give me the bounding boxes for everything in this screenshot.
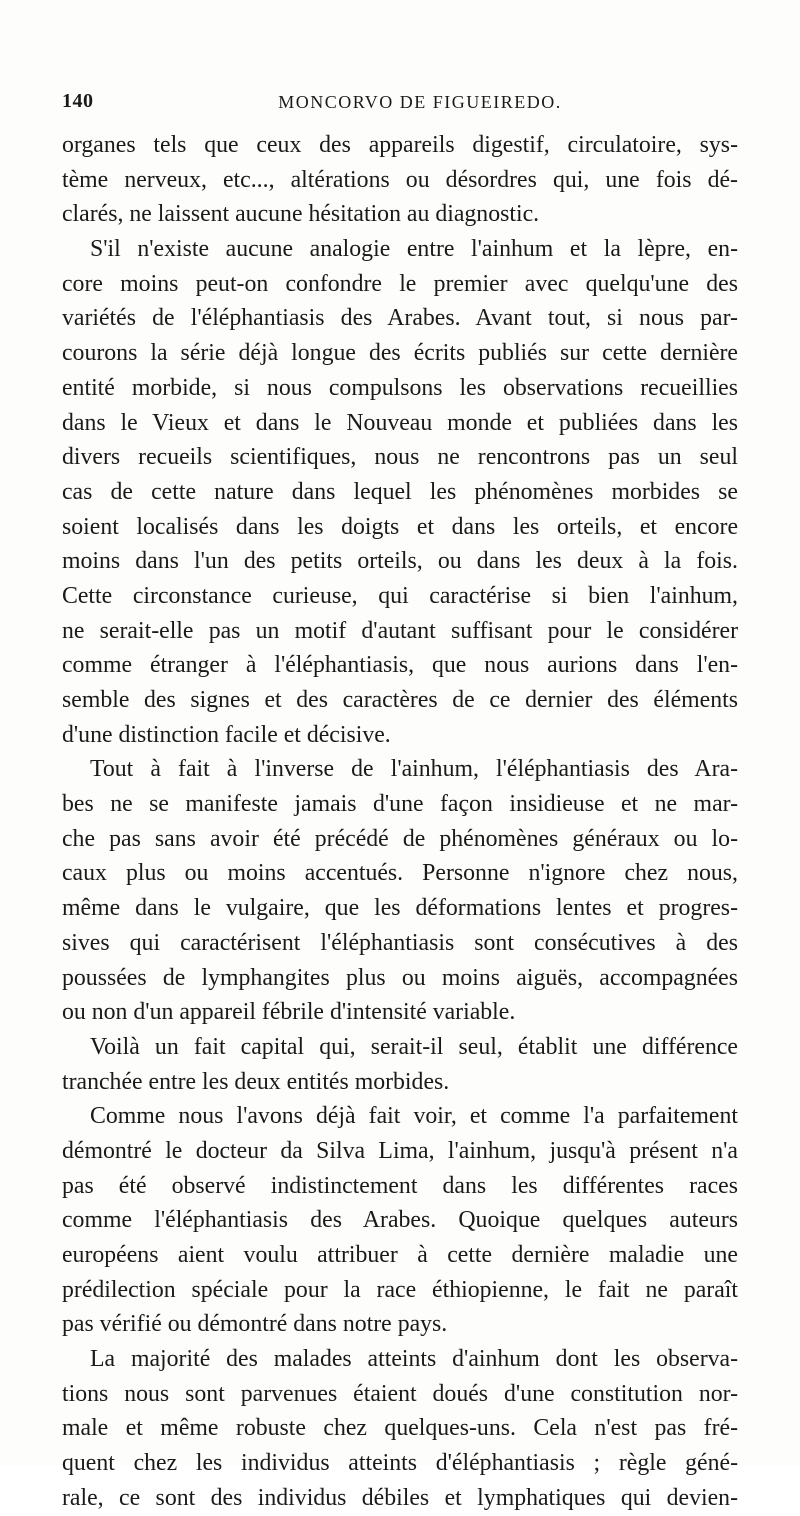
text-line: entité morbide, si nous compulsons les observations recueillies (62, 374, 738, 401)
text-line: sives qui caractérisent l'éléphantiasis sont consécutives à des (62, 929, 738, 956)
text-line: démontré le docteur da Silva Lima, l'ainhum, jusqu'à présent n'a (62, 1137, 738, 1164)
text-line: Tout à fait à l'inverse de l'ainhum, l'éléphantiasis des Ara- (90, 756, 738, 783)
text-line: prédilection spéciale pour la race éthiopienne, le fait ne paraît (62, 1276, 738, 1303)
text-line: Cette circonstance curieuse, qui caractérise si bien l'ainhum, (62, 582, 738, 609)
text-line: comme étranger à l'éléphantiasis, que nous aurions dans l'en- (62, 652, 738, 679)
text-line: bes ne se manifeste jamais d'une façon insidieuse et ne mar- (62, 791, 738, 818)
text-line: tème nerveux, etc..., altérations ou désordres qui, une fois dé- (62, 166, 738, 193)
text-line: ne serait-elle pas un motif d'autant suffisant pour le considérer (62, 617, 738, 644)
text-line: comme l'éléphantiasis des Arabes. Quoique quelques auteurs (62, 1207, 738, 1234)
text-line: courons la série déjà longue des écrits publiés sur cette dernière (62, 340, 738, 367)
running-head (62, 90, 738, 118)
paragraph (62, 1099, 738, 1342)
paragraph (62, 128, 738, 232)
text-line: Voilà un fait capital qui, serait-il seul, établit une différence (90, 1033, 738, 1060)
text-line: divers recueils scientifiques, nous ne rencontrons pas un seul (62, 444, 738, 471)
text-line: même dans le vulgaire, que les déformations lentes et progres- (62, 895, 738, 922)
text-line: caux plus ou moins accentués. Personne n'ignore chez nous, (62, 860, 738, 887)
text-line: variétés de l'éléphantiasis des Arabes. Avant tout, si nous par- (62, 305, 738, 332)
paragraph (62, 752, 738, 1030)
text-line: rale, ce sont des individus débiles et lymphatiques qui devien- (62, 1484, 738, 1511)
text-line: pas vérifié ou démontré dans notre pays. (62, 1311, 448, 1338)
text-line: dans le Vieux et dans le Nouveau monde et publiées dans les (62, 409, 738, 436)
text-line: core moins peut-on confondre le premier avec quelqu'une des (62, 270, 738, 297)
running-title: MONCORVO DE FIGUEIREDO. (278, 92, 562, 112)
text-line: clarés, ne laissent aucune hésitation au diagnostic. (62, 201, 540, 228)
body-text (62, 128, 738, 1516)
text-line: d'une distinction facile et décisive. (62, 721, 391, 748)
text-line: quent chez les individus atteints d'éléphantiasis ; règle géné- (62, 1450, 738, 1477)
paragraph (62, 1342, 738, 1515)
text-line: Comme nous l'avons déjà fait voir, et comme l'a parfaitement (90, 1103, 738, 1130)
text-line: che pas sans avoir été précédé de phénomènes généraux ou lo- (62, 825, 738, 852)
text-line: tions nous sont parvenues étaient doués d'une constitution nor- (62, 1380, 738, 1407)
text-line: S'il n'existe aucune analogie entre l'ainhum et la lèpre, en- (90, 236, 738, 263)
text-line: poussées de lymphangites plus ou moins aiguës, accompagnées (62, 964, 738, 991)
text-line: cas de cette nature dans lequel les phénomènes morbides se (62, 478, 738, 505)
text-line: ou non d'un appareil fébrile d'intensité variable. (62, 999, 516, 1026)
text-line: moins dans l'un des petits orteils, ou dans les deux à la fois. (62, 548, 738, 575)
text-line: tranchée entre les deux entités morbides. (62, 1068, 450, 1095)
text-line: pas été observé indistinctement dans les différentes races (62, 1172, 738, 1199)
page-number: 140 (62, 90, 94, 112)
text-line: male et même robuste chez quelques-uns. Cela n'est pas fré- (62, 1415, 738, 1442)
paragraph (62, 232, 738, 752)
text-line: La majorité des malades atteints d'ainhum dont les observa- (90, 1346, 738, 1373)
text-line: semble des signes et des caractères de ce dernier des éléments (62, 687, 738, 713)
paragraph (62, 1030, 738, 1099)
text-line: soient localisés dans les doigts et dans les orteils, et encore (62, 513, 738, 540)
text-line: européens aient voulu attribuer à cette dernière maladie une (62, 1242, 738, 1268)
text-line: organes tels que ceux des appareils digestif, circulatoire, sys- (62, 132, 738, 158)
